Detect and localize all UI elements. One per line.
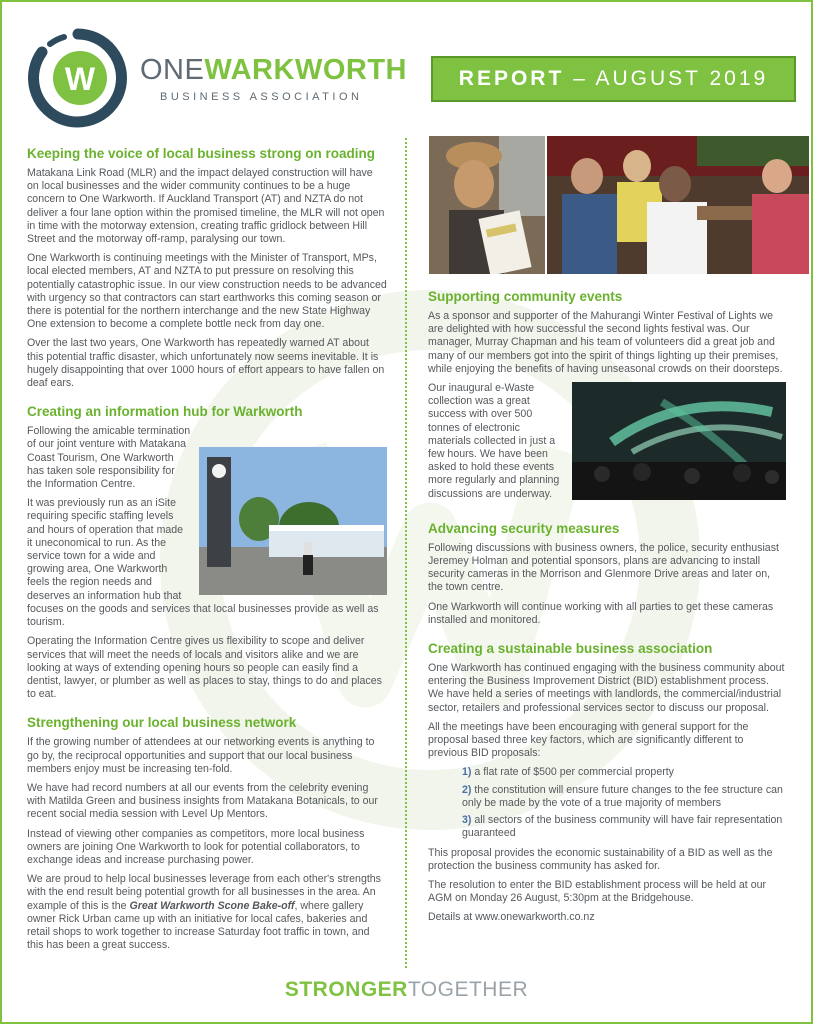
section-heading: Supporting community events [428, 289, 623, 304]
section-security [428, 521, 786, 627]
paragraph: One Warkworth has continued engaging with the business community about entering the Business Improvement District (BID) establishment process. We have held a series of meetings with landlords, the commercial/industrial sector, retailers and professional services sector to discuss our proposal. [428, 662, 785, 714]
footer-slogan [0, 978, 813, 1002]
section-roading [27, 146, 387, 390]
section-bid [428, 641, 786, 924]
paragraph: As a sponsor and supporter of the Mahurangi Winter Festival of Lights we are delighted with how successful the second lights festival was. Our manager, Murray Chapman and his team of volunteers did a great job and many of our members got into the spirit of things lighting up their premises, while enjoying the benefits of having unseasonal crowds on their doorsteps. [428, 310, 783, 375]
paragraph: One Warkworth is continuing meetings with the Minister of Transport, MPs, local elected members, AT and NZTA to put pressure on resolving this potentially catastrophic issue. In our view construction needs to be advanced with urgency so that contractors can start earthworks this coming season or there is potential for the northern interchange and the new State Highway One extension to become a complete bottle neck from day one. [27, 252, 387, 331]
paragraph: Over the last two years, One Warkworth has repeatedly warned AT about this potential traffic disaster, which unfortunately now seems inevitable. It is hugely disappointing that over 1000 hours of effort appears to have fallen on deaf ears. [27, 337, 385, 390]
crowd-photo-icon [547, 136, 809, 274]
list-text: the constitution will ensure future changes to the fee structure can only be made by the vote of a true majority of members [462, 783, 783, 809]
paragraph: Operating the Information Centre gives us flexibility to scope and deliver services that will meet the needs of locals and visitors alike and we are looking at ways of extending opening hours so people can easily find a dentist, lawyer, or plumber as well as places to stay, things to do and places to eat. [27, 635, 382, 701]
column-divider [405, 138, 407, 968]
report-title-date: – AUGUST 2019 [564, 67, 769, 90]
logo-name-part2: WARKWORTH [204, 54, 407, 86]
list-number: 3) [462, 814, 472, 827]
report-title-bold: REPORT [458, 67, 565, 90]
report-banner [431, 56, 796, 102]
section-heading: Creating a sustainable business association [428, 641, 713, 657]
list-text: a flat rate of $500 per commercial property [471, 766, 674, 779]
section-heading: Keeping the voice of local business strong on roading [27, 146, 376, 161]
info-centre-photo-icon [199, 447, 387, 595]
paragraph: Matakana Link Road (MLR) and the impact delayed construction will have on local businesses and the wider community continues to be a huge concern to One Warkworth. If Auckland Transport (AT) and NZTA do not deliver a four lane option within the promised timeline, the MLR will not open in time with the motorway extension, creating traffic gridlock between Hill Street and the motorway off-ramp, paralysing our town. [27, 167, 385, 246]
website-link[interactable]: Details at www.onewarkworth.co.nz [428, 911, 595, 924]
report-title [433, 67, 794, 91]
paragraph: The resolution to enter the BID establishment process will be held at our AGM on Monday 26 August, 5:30pm at the Bridgehouse. [428, 878, 767, 905]
logo [28, 28, 408, 128]
paragraph: Instead of viewing other companies as competitors, more local business owners are joining One Warkworth to look for potential collaborators, to exchange ideas and increase purchasing power. [27, 827, 365, 866]
paragraph: Our inaugural e-Waste collection was a great success with over 500 tonnes of electronic materials collected in just a few hours. We have been asked to hold these events more regularly and planning discussions are underway. [428, 382, 560, 500]
slogan-bold: STRONGER [284, 978, 408, 1001]
list-item [462, 784, 786, 810]
photo-networking-event [547, 136, 809, 274]
photo-scone-bakeoff [429, 136, 545, 274]
logo-tagline: BUSINESS ASSOCIATION [160, 91, 363, 103]
text-run: We are proud to help local businesses leverage from each other's strengths with the end result being potential growth for all businesses in the area. An example of this is the [27, 873, 381, 912]
paragraph: This proposal provides the economic sustainability of a BID as well as the protection the business community has asked for. [428, 846, 773, 872]
logo-name-part1: ONE [140, 54, 205, 86]
paragraph: Following the amicable termination of our joint venture with Matakana Coast Tourism, One Warkworth has taken sole responsibility for the Information Centre. [27, 425, 191, 491]
paragraph: It was previously run as an iSite requiring specific staffing levels and hours of operation that made it uneconomical to run. As the service town for a wide and growing area, One Warkworth feels the region needs and deserves an information hub that focuses on the goods and services that local businesses provide as well as tourism. [27, 497, 379, 629]
paragraph: Following discussions with business owners, the police, security enthusiast Jeremey Holman and potential sponsors, plans are advancing to install security cameras in the Morrison and Glenmore Drive areas and later on, the town centre. [428, 541, 779, 594]
section-heading: Strengthening our local business network [27, 715, 297, 731]
paragraph: All the meetings have been encouraging with general support for the proposal based three key factors, which are significantly different to previous BID proposals: [428, 720, 749, 760]
baker-photo-icon [429, 136, 545, 274]
logo-mark: W [64, 61, 96, 97]
photo-information-centre [199, 447, 387, 595]
right-column [428, 289, 786, 939]
section-network [27, 715, 387, 952]
section-community [428, 289, 786, 507]
event-name: Great Warkworth Scone Bake-off [129, 899, 295, 912]
paragraph: If the growing number of attendees at our networking events is anything to go by, the reciprocal opportunities and support that our local business members enjoy must be increasing ten-fold. [27, 736, 375, 775]
text-run: , where gallery owner Rick Urban came up with an initiative for local cafes, bakeries and retail shops to work together to increase Saturday foot traffic in town, and this has been a great success. [27, 899, 370, 952]
section-heading: Advancing security measures [428, 520, 620, 536]
paragraph: We have had record numbers at all our events from the celebrity evening with Matilda Green and business insights from Matakana Botanicals, to our recent social media session with Level Up Mentors. [27, 781, 378, 821]
paragraph [27, 873, 387, 952]
list-number: 1) [462, 766, 472, 779]
list-item [462, 766, 786, 779]
logo-ring-icon [28, 28, 128, 128]
section-heading: Creating an information hub for Warkworth [27, 404, 303, 420]
list-number: 2) [462, 783, 472, 796]
left-column [27, 146, 387, 966]
list-text: all sectors of the business community will have fair representation guaranteed [462, 814, 783, 840]
photo-festival-lights [572, 382, 786, 500]
slogan-light: TOGETHER [407, 978, 529, 1001]
paragraph: One Warkworth will continue working with all parties to get these cameras installed and monitored. [428, 600, 774, 626]
lights-photo-icon [572, 382, 786, 500]
list-item [462, 814, 786, 840]
logo-name [140, 54, 407, 87]
section-info-hub [27, 404, 387, 701]
